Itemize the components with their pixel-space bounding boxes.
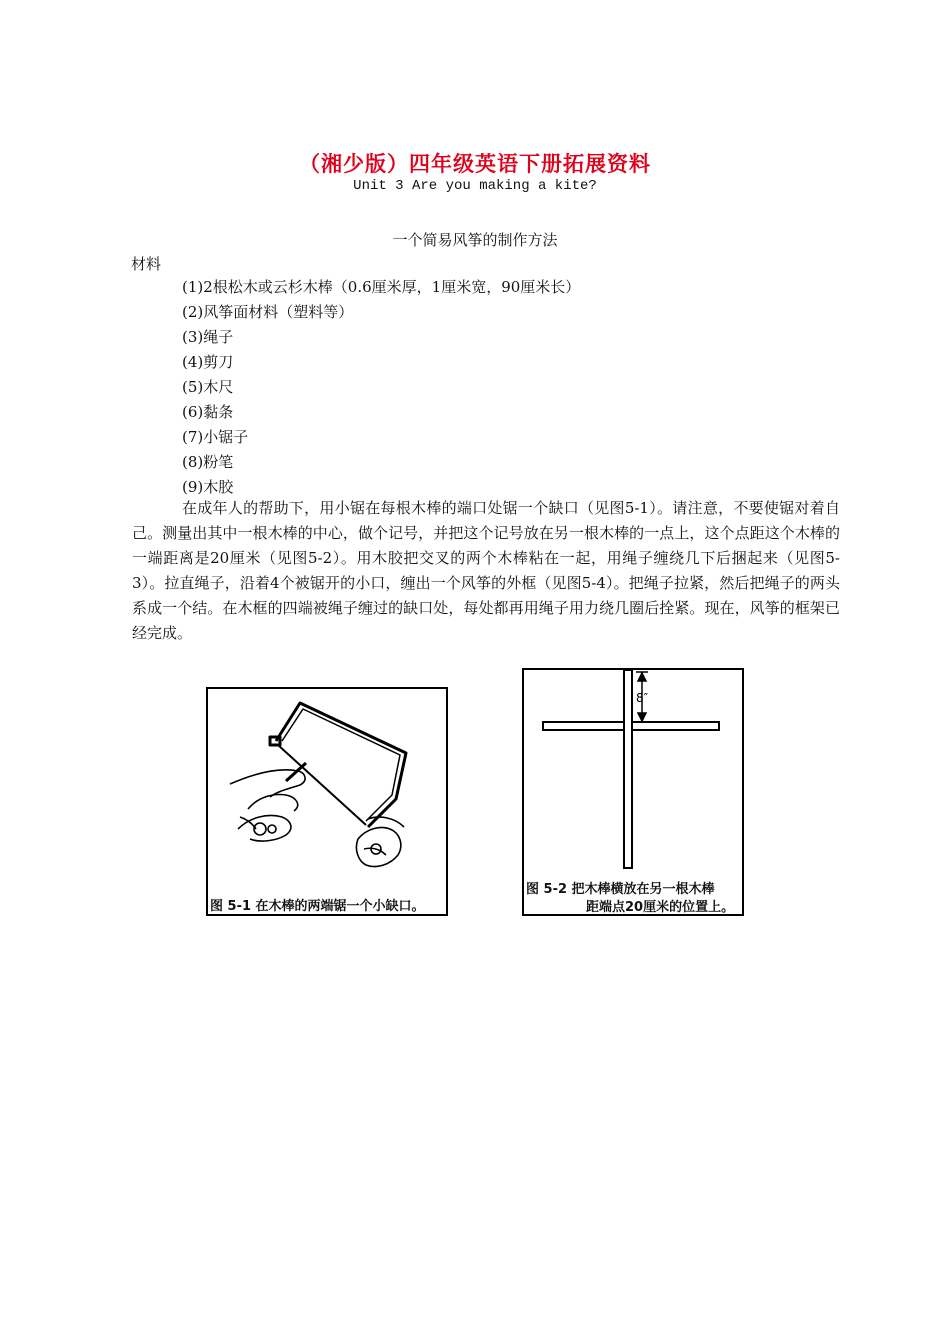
saw-illustration — [208, 689, 446, 914]
materials-label: 材料 — [131, 255, 162, 273]
document-subtitle: Unit 3 Are you making a kite? — [353, 178, 597, 194]
material-item: (6)黏条 — [182, 403, 234, 421]
figure-5-1 — [206, 687, 448, 916]
material-item: (5)木尺 — [182, 378, 234, 396]
figure-5-2 — [522, 668, 744, 916]
instructions-paragraph: 在成年人的帮助下，用小锯在每根木棒的端口处锯一个缺口（见图5-1）。请注意，不要使锯对着自己。测量出其中一根木棒的中心，做个记号，并把这个记号放在另一根木棒的一点上，这个点距这个木棒的一端距离是20厘米（见图5-2）。用木胶把交叉的两个木棒粘在一起，用绳子缠绕几下后捆起来（见图5-3）。拉直绳子，沿着4个被锯开的小口，缠出一个风筝的外框（见图5-4）。把绳子拉紧，然后把绳子的两头系成一个结。在木框的四端被绳子缠过的缺口处，每处都再用绳子用力绕几圈后拴紧。现在，风筝的框架已经完成。 — [132, 499, 840, 642]
material-item: (3)绳子 — [182, 328, 234, 346]
document-title: （湘少版）四年级英语下册拓展资料 — [299, 152, 651, 176]
figure-5-1-caption: 图 5-1 在木棒的两端锯一个小缺口。 — [210, 899, 425, 914]
material-item: (9)木胶 — [182, 478, 234, 496]
material-item: (1)2根松木或云杉木棒（0.6厘米厚，1厘米宽，90厘米长） — [182, 278, 581, 296]
material-item: (2)风筝面材料（塑料等） — [182, 303, 354, 321]
material-item: (4)剪刀 — [182, 353, 234, 371]
vertical-stick — [624, 670, 632, 868]
material-item: (7)小锯子 — [182, 428, 249, 446]
figure-5-2-caption-line1: 图 5-2 把木棒横放在另一根木棒 — [526, 882, 715, 897]
figure-5-2-caption-line2: 距端点20厘米的位置上。 — [586, 900, 735, 915]
section-title: 一个简易风筝的制作方法 — [392, 231, 558, 249]
dimension-label: 8″ — [636, 691, 649, 705]
material-item: (8)粉笔 — [182, 453, 234, 471]
materials-list — [182, 275, 580, 500]
